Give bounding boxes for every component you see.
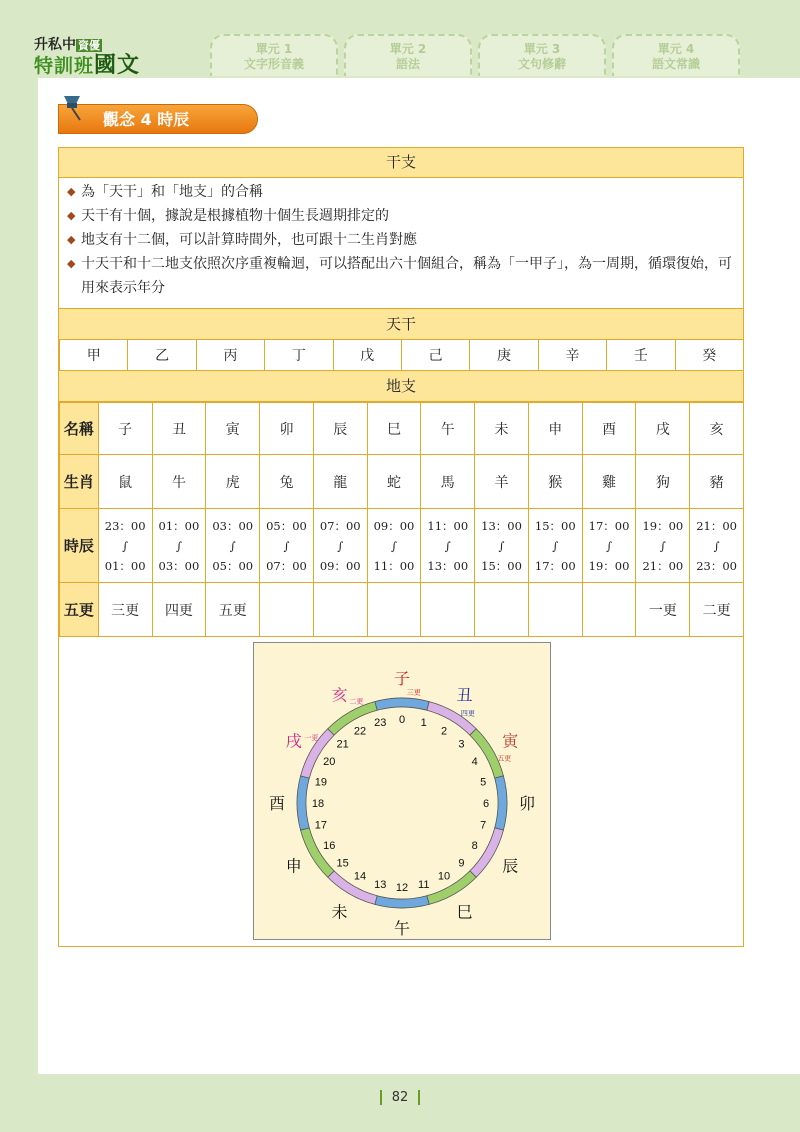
range-sign: ∫ (175, 538, 182, 553)
hour-end: 05：00 (212, 558, 254, 573)
list-item: ◆ 天干有十個，據說是根據植物十個生長週期排定的 (67, 204, 743, 228)
animal-cell: 狗 (636, 455, 690, 509)
branch-cell: 亥 (690, 403, 744, 455)
stem-cell: 乙 (128, 340, 196, 371)
stem-cell: 辛 (538, 340, 606, 371)
table-row (60, 403, 744, 455)
clock-segment (301, 828, 335, 877)
table-row (60, 509, 744, 583)
clock-watch-label: 五更 (497, 754, 512, 763)
clock-hour-number: 1 (420, 716, 427, 729)
table-row (60, 455, 744, 509)
clock-branch-label: 巳 (456, 902, 473, 922)
animal-cell: 豬 (690, 455, 744, 509)
branch-cell: 戌 (636, 403, 690, 455)
branches-table (59, 402, 744, 637)
bullet-list (67, 180, 743, 300)
hour-start: 01：00 (158, 518, 200, 533)
range-sign: ∫ (391, 538, 397, 553)
clock-hour-number: 21 (336, 738, 349, 751)
clock-hour-number: 7 (480, 819, 487, 832)
hour-cell (582, 509, 636, 583)
stem-cell: 丙 (196, 340, 264, 371)
branch-cell: 申 (528, 403, 582, 455)
clock-segment (375, 698, 429, 710)
hour-cell (421, 509, 475, 583)
row-head-zodiac: 生肖 (60, 455, 99, 509)
watch-cell (421, 583, 475, 637)
brand-logo (34, 48, 140, 79)
tab-unit-4[interactable] (612, 34, 740, 76)
branch-cell: 丑 (152, 403, 206, 455)
clock-hour-number: 5 (480, 776, 487, 789)
animal-cell: 猴 (528, 455, 582, 509)
clock-branch-label: 酉 (268, 794, 286, 813)
animal-cell: 羊 (475, 455, 529, 509)
animal-cell: 鼠 (98, 455, 152, 509)
header-bar (0, 0, 800, 78)
hour-start: 03：00 (212, 518, 254, 533)
tab-unit-2[interactable] (344, 34, 472, 76)
page-number: 82 (380, 1090, 421, 1105)
stem-cell: 壬 (607, 340, 675, 371)
watch-cell (582, 583, 636, 637)
clock-hour-number: 22 (353, 725, 367, 738)
clock-watch-label: 一更 (304, 734, 319, 743)
section-tiangan-header: 天干 (59, 308, 743, 340)
clock-segment (495, 776, 507, 830)
hour-start: 13：00 (481, 518, 522, 533)
hour-cell (475, 509, 529, 583)
tab-subtitle: 文字形音義 (243, 57, 304, 71)
hour-end: 17：00 (534, 558, 576, 573)
hour-cell (98, 509, 152, 583)
range-sign: ∫ (337, 538, 344, 553)
range-sign: ∫ (552, 538, 559, 553)
content-box (58, 147, 744, 947)
clock-branch-label: 丑 (456, 685, 473, 705)
table-row (60, 583, 744, 637)
clock-hour-number: 0 (398, 714, 406, 726)
hour-start: 15：00 (534, 518, 576, 533)
animal-cell: 雞 (582, 455, 636, 509)
hour-start: 21：00 (696, 518, 737, 533)
watch-cell: 二更 (690, 583, 744, 637)
clock-branch-label: 申 (285, 856, 302, 876)
clock-hour-number: 12 (395, 882, 409, 894)
watch-cell (528, 583, 582, 637)
clock-segment (375, 896, 429, 908)
clock-segment (427, 702, 476, 736)
range-sign: ∫ (444, 538, 451, 553)
range-sign: ∫ (122, 538, 129, 553)
clock-segment (470, 828, 504, 877)
animal-cell: 龍 (313, 455, 367, 509)
clock-hour-number: 19 (314, 776, 327, 789)
range-sign: ∫ (283, 538, 290, 553)
hour-start: 23：00 (104, 518, 146, 533)
clock-hour-number: 17 (314, 819, 327, 832)
brand-top-text: 升私中 (34, 37, 76, 53)
stem-cell: 丁 (265, 340, 333, 371)
hour-cell (528, 509, 582, 583)
branch-cell: 寅 (206, 403, 260, 455)
clock-hour-number: 16 (323, 840, 336, 852)
animal-cell: 蛇 (367, 455, 421, 509)
pushpin-icon (58, 92, 88, 122)
hour-end: 13：00 (427, 558, 469, 573)
tab-title: 單元 3 (523, 42, 561, 56)
watch-cell (260, 583, 314, 637)
shichen-clock-diagram (253, 642, 551, 940)
hour-end: 07：00 (266, 558, 307, 573)
clock-segment (427, 871, 476, 905)
clock-hour-number: 18 (311, 798, 325, 810)
hour-end: 01：00 (104, 558, 146, 573)
brand-main-text: 特訓班 (34, 55, 95, 77)
clock-branch-label: 子 (393, 669, 411, 688)
watch-cell: 一更 (636, 583, 690, 637)
clock-hour-number: 3 (458, 738, 465, 751)
stem-cell: 癸 (675, 340, 743, 371)
hour-start: 07：00 (319, 518, 361, 533)
section-ganzhi-header: 干支 (59, 148, 743, 178)
clock-branch-label: 戌 (285, 731, 302, 751)
hour-start: 17：00 (588, 518, 630, 533)
clock-hour-number: 13 (374, 879, 387, 892)
page-footer (0, 1090, 800, 1105)
list-item: ◆ 為「天干」和「地支」的合稱 (67, 180, 743, 204)
clock-branch-label: 未 (331, 902, 348, 922)
clock-hour-number: 11 (418, 879, 430, 892)
clock-hour-number: 15 (336, 857, 349, 870)
range-sign: ∫ (713, 538, 720, 553)
row-head-hour: 時辰 (60, 509, 99, 583)
hour-cell (313, 509, 367, 583)
clock-hour-number: 8 (471, 840, 478, 852)
hour-cell (152, 509, 206, 583)
hour-end: 21：00 (642, 558, 684, 573)
hour-end: 23：00 (696, 558, 737, 573)
range-sign: ∫ (229, 538, 236, 553)
hour-end: 11：00 (373, 558, 415, 573)
row-head-watch: 五更 (60, 583, 99, 637)
row-head-name: 名稱 (60, 403, 99, 455)
branch-cell: 子 (98, 403, 152, 455)
brand-big-text: 國文 (94, 53, 141, 78)
clock-branch-label: 午 (393, 919, 411, 938)
tab-subtitle: 文句修辭 (517, 57, 566, 71)
watch-cell: 三更 (98, 583, 152, 637)
hour-cell (636, 509, 690, 583)
clock-segment (297, 776, 309, 830)
clock-hour-number: 23 (374, 716, 387, 729)
concept-heading: 觀念 4 時辰 (58, 104, 258, 134)
hour-cell (367, 509, 421, 583)
hour-end: 15：00 (481, 558, 522, 573)
stem-cell: 甲 (60, 340, 128, 371)
tab-title: 單元 4 (657, 42, 695, 56)
animal-cell: 虎 (206, 455, 260, 509)
clock-hour-number: 10 (437, 870, 451, 883)
tab-unit-3[interactable] (478, 34, 606, 76)
stems-table (59, 339, 744, 371)
branch-cell: 酉 (582, 403, 636, 455)
clock-watch-label: 二更 (349, 697, 364, 706)
clock-branch-label: 亥 (331, 685, 348, 705)
stem-cell: 戊 (333, 340, 401, 371)
watch-cell (367, 583, 421, 637)
hour-end: 19：00 (588, 558, 630, 573)
clock-watch-label: 四更 (460, 709, 475, 718)
list-item: ◆ 地支有十二個，可以計算時間外，也可跟十二生肖對應 (67, 228, 743, 252)
animal-cell: 馬 (421, 455, 475, 509)
hour-end: 09：00 (319, 558, 361, 573)
watch-cell (313, 583, 367, 637)
hour-cell (690, 509, 744, 583)
clock-segment (328, 871, 377, 905)
hour-cell (260, 509, 314, 583)
branch-cell: 未 (475, 403, 529, 455)
clock-hour-number: 2 (440, 725, 448, 738)
animal-cell: 兔 (260, 455, 314, 509)
clock-branch-label: 卯 (518, 794, 536, 813)
branch-cell: 卯 (260, 403, 314, 455)
clock-hour-number: 6 (482, 798, 490, 810)
tab-title: 單元 1 (255, 42, 293, 56)
branch-cell: 午 (421, 403, 475, 455)
clock-hour-number: 20 (323, 756, 336, 768)
tab-unit-1[interactable] (210, 34, 338, 76)
animal-cell: 牛 (152, 455, 206, 509)
clock-hour-number: 14 (353, 870, 367, 883)
clock-hour-number: 9 (458, 857, 465, 870)
hour-start: 19：00 (642, 518, 684, 533)
clock-segment (328, 702, 377, 736)
range-sign: ∫ (606, 538, 613, 553)
section-dizhi-header: 地支 (59, 370, 743, 402)
watch-cell: 五更 (206, 583, 260, 637)
hour-cell (206, 509, 260, 583)
tab-subtitle: 語文常識 (651, 57, 700, 71)
watch-cell (475, 583, 529, 637)
clock-branch-label: 寅 (502, 731, 519, 751)
range-sign: ∫ (659, 538, 666, 553)
branch-cell: 辰 (313, 403, 367, 455)
watch-cell: 四更 (152, 583, 206, 637)
hour-start: 11：00 (427, 518, 469, 533)
range-sign: ∫ (498, 538, 505, 553)
stem-cell: 庚 (470, 340, 538, 371)
tab-title: 單元 2 (389, 42, 427, 56)
list-item: ◆ 十天干和十二地支依照次序重複輪迴，可以搭配出六十個組合，稱為「一甲子」，為一周期，循環復始，可用來表示年分 (67, 252, 743, 300)
branch-cell: 巳 (367, 403, 421, 455)
clock-hour-number: 4 (471, 756, 478, 768)
table-row (60, 340, 744, 371)
clock-watch-label: 三更 (406, 688, 421, 697)
clock-branch-label: 辰 (502, 856, 519, 876)
stem-cell: 己 (401, 340, 469, 371)
hour-end: 03：00 (158, 558, 200, 573)
hour-start: 05：00 (266, 518, 307, 533)
brand-badge: 資優 (78, 39, 100, 52)
tab-subtitle: 語法 (395, 57, 420, 71)
hour-start: 09：00 (373, 518, 415, 533)
